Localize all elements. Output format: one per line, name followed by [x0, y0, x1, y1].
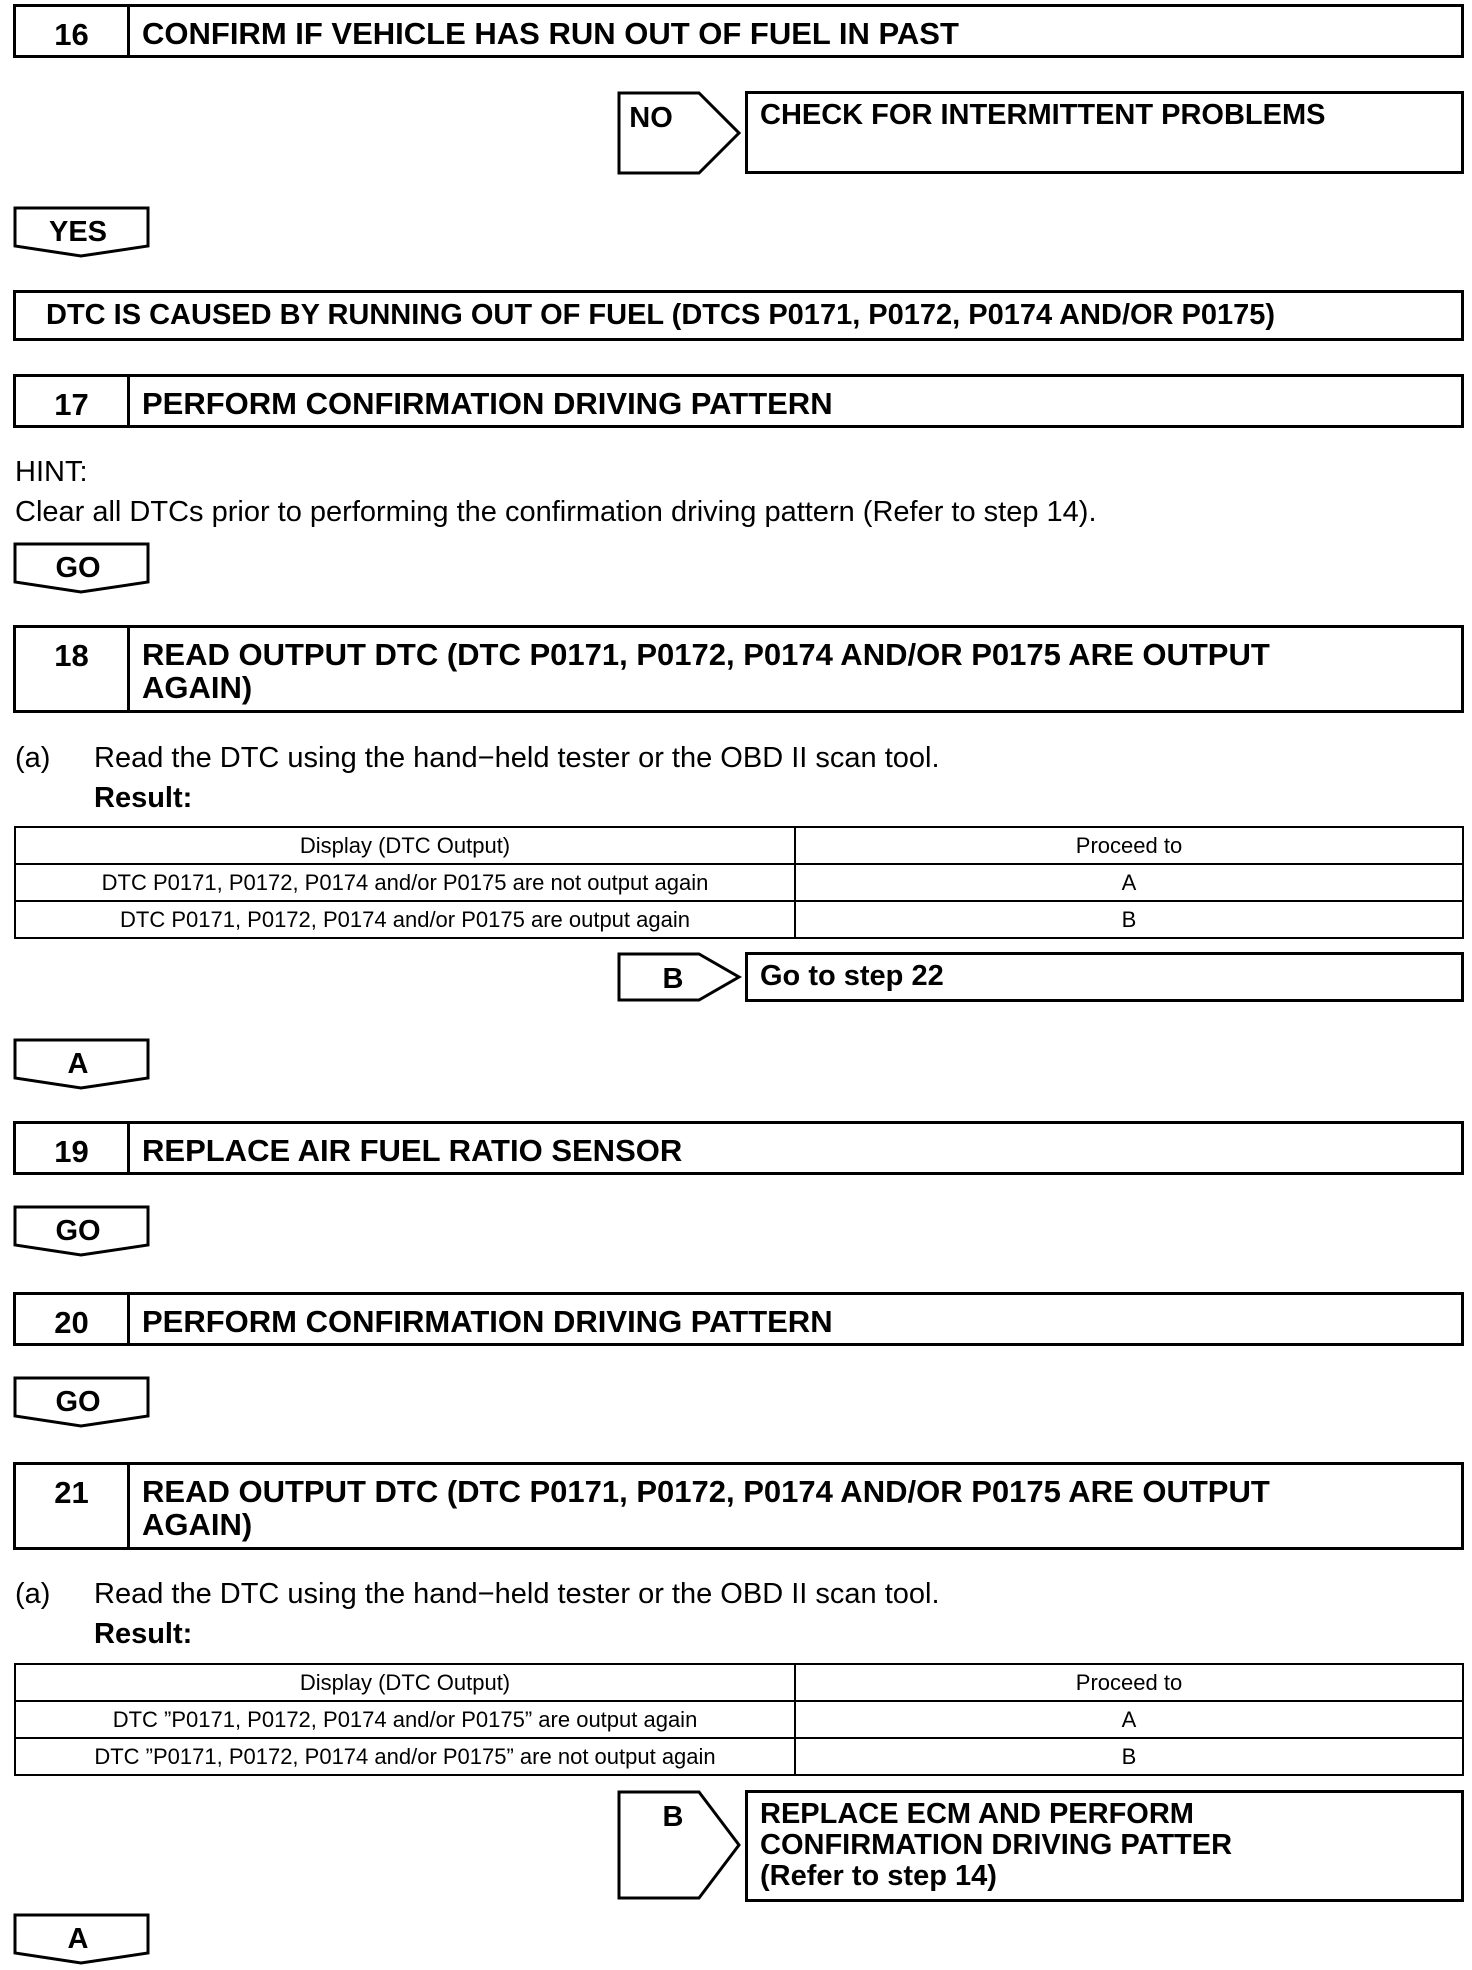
- instruction-letter: (a): [15, 1578, 51, 1610]
- fuel-banner: [13, 290, 1464, 341]
- a-tab: [13, 1913, 153, 1967]
- step-title-line: READ OUTPUT DTC (DTC P0171, P0172, P0174 AND/OR P0175 ARE OUTPUT: [142, 637, 1270, 672]
- table-header: Display (DTC Output): [15, 1664, 795, 1701]
- a-tab: [13, 1038, 153, 1090]
- step-21: [13, 1462, 1464, 1550]
- table-cell: A: [795, 1701, 1463, 1738]
- go-tab: [13, 542, 153, 594]
- step-title-line: AGAIN): [142, 1507, 253, 1542]
- banner-text: DTC IS CAUSED BY RUNNING OUT OF FUEL (DTCS P0171, P0172, P0174 AND/OR P0175): [46, 299, 1276, 331]
- yes-label: YES: [48, 216, 108, 248]
- no-arrow-tab: [617, 91, 747, 176]
- go-tab: [13, 1376, 153, 1428]
- result-text-line: (Refer to step 14): [760, 1860, 997, 1892]
- b-label: B: [662, 1801, 684, 1833]
- no-result-box: [745, 91, 1464, 174]
- step-title: PERFORM CONFIRMATION DRIVING PATTERN: [142, 386, 833, 421]
- b-label: B: [662, 963, 684, 995]
- table-header-row: [15, 827, 1463, 864]
- step-17: [13, 374, 1464, 428]
- step-title: CONFIRM IF VEHICLE HAS RUN OUT OF FUEL IN PAST: [142, 16, 959, 51]
- step-19: [13, 1121, 1464, 1175]
- b-arrow-tab: [617, 952, 747, 1004]
- step-title: [130, 1465, 1461, 1547]
- table-cell: DTC ”P0171, P0172, P0174 and/or P0175” are output again: [15, 1701, 795, 1738]
- step-20: [13, 1292, 1464, 1346]
- table-cell: DTC P0171, P0172, P0174 and/or P0175 are output again: [15, 901, 795, 938]
- b-result-box: [745, 952, 1464, 1002]
- step-number: 17: [16, 377, 130, 425]
- go-label: GO: [55, 552, 101, 584]
- hint-text: Clear all DTCs prior to performing the confirmation driving pattern (Refer to step 14).: [15, 496, 1097, 528]
- instruction-text: Read the DTC using the hand−held tester or the OBD II scan tool.: [94, 1578, 940, 1610]
- step-number: 16: [16, 7, 130, 55]
- a-label: A: [67, 1048, 89, 1080]
- b-arrow-tab: [617, 1790, 747, 1905]
- result-label: Result:: [94, 782, 193, 814]
- table-row: [15, 1738, 1463, 1775]
- result-text-line: REPLACE ECM AND PERFORM: [760, 1798, 1194, 1830]
- result-text: Go to step 22: [760, 960, 944, 992]
- table-header-row: [15, 1664, 1463, 1701]
- step-number: 19: [16, 1124, 130, 1172]
- step-18: [13, 625, 1464, 713]
- step-number: 18: [16, 628, 130, 710]
- instruction-text: Read the DTC using the hand−held tester or the OBD II scan tool.: [94, 742, 940, 774]
- result-label: Result:: [94, 1618, 193, 1650]
- step-title-line: READ OUTPUT DTC (DTC P0171, P0172, P0174 AND/OR P0175 ARE OUTPUT: [142, 1474, 1270, 1509]
- go-label: GO: [55, 1386, 101, 1418]
- step-title: REPLACE AIR FUEL RATIO SENSOR: [142, 1133, 683, 1168]
- table-header: Proceed to: [795, 1664, 1463, 1701]
- a-label: A: [67, 1923, 89, 1955]
- table-cell: B: [795, 1738, 1463, 1775]
- result-table-18: [14, 826, 1464, 939]
- table-cell: A: [795, 864, 1463, 901]
- table-cell: B: [795, 901, 1463, 938]
- table-row: [15, 864, 1463, 901]
- result-text: CHECK FOR INTERMITTENT PROBLEMS: [760, 99, 1326, 131]
- table-row: [15, 1701, 1463, 1738]
- step-number: 21: [16, 1465, 130, 1547]
- hint-label: HINT:: [15, 456, 88, 488]
- step-number: 20: [16, 1295, 130, 1343]
- no-label: NO: [629, 102, 673, 134]
- instruction-letter: (a): [15, 742, 51, 774]
- go-label: GO: [55, 1215, 101, 1247]
- table-header: Display (DTC Output): [15, 827, 795, 864]
- table-cell: DTC ”P0171, P0172, P0174 and/or P0175” are not output again: [15, 1738, 795, 1775]
- result-text-line: CONFIRMATION DRIVING PATTER: [760, 1829, 1233, 1861]
- result-table-21: [14, 1663, 1464, 1776]
- go-tab: [13, 1205, 153, 1257]
- table-header: Proceed to: [795, 827, 1463, 864]
- table-row: [15, 901, 1463, 938]
- yes-tab: [13, 206, 153, 258]
- step-16: [13, 4, 1464, 58]
- table-cell: DTC P0171, P0172, P0174 and/or P0175 are not output again: [15, 864, 795, 901]
- step-title: PERFORM CONFIRMATION DRIVING PATTERN: [142, 1304, 833, 1339]
- step-title-line: AGAIN): [142, 670, 253, 705]
- step-title: [130, 628, 1461, 710]
- b-result-box: [745, 1790, 1464, 1902]
